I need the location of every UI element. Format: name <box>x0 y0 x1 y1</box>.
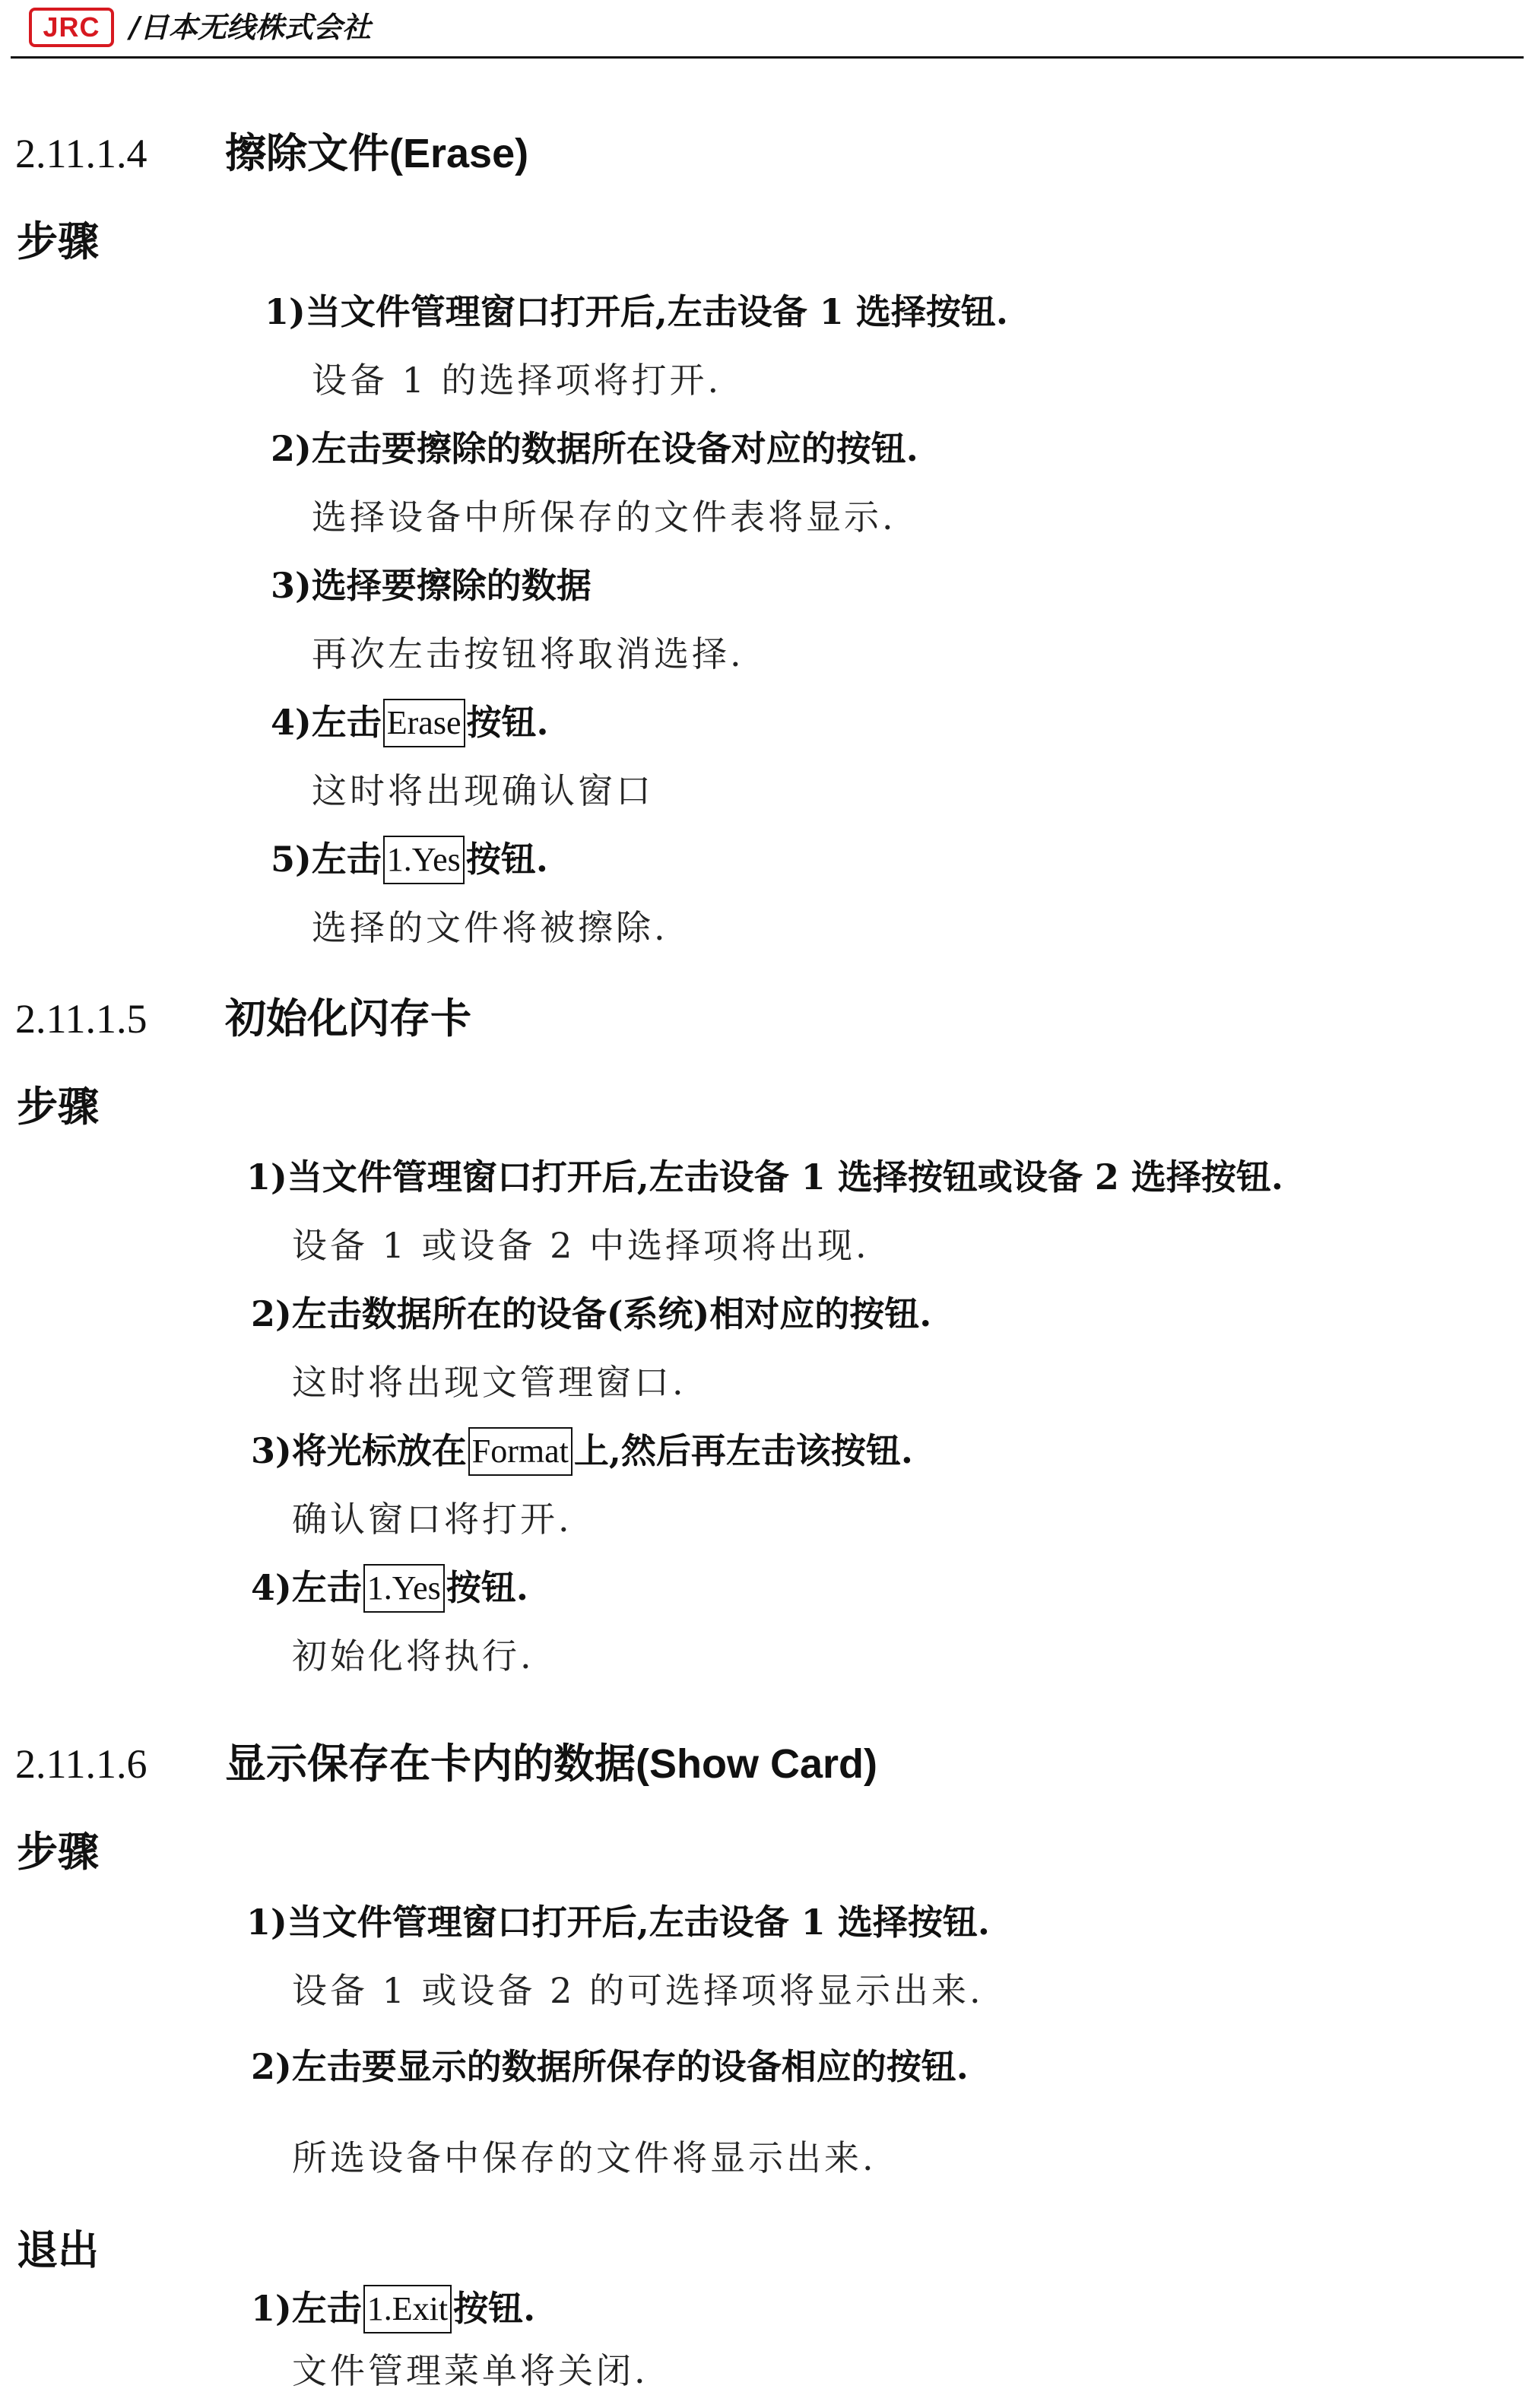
step-result: 设备 1 或设备 2 的可选择项将显示出来. <box>292 1970 984 2011</box>
exit-step: 1)左击 1.Exit 按钮. <box>251 2284 535 2336</box>
format-button[interactable]: Format <box>468 1427 573 1476</box>
step-result: 选择的文件将被擦除. <box>312 907 668 948</box>
section-title: 显示保存在卡内的数据(Show Card) <box>225 1739 877 1788</box>
section-number: 2.11.1.6 <box>15 1741 147 1787</box>
step-result: 设备 1 的选择项将打开. <box>312 360 722 401</box>
erase-button[interactable]: Erase <box>383 699 465 747</box>
jrc-logo: JRC <box>29 8 114 47</box>
exit-label: 退出 <box>17 2226 99 2274</box>
exit-result: 文件管理菜单将关闭. <box>292 2350 649 2391</box>
page-header <box>0 0 1532 59</box>
step-result: 初始化将执行. <box>292 1635 534 1677</box>
step-item: 2)左击数据所在的设备(系统)相对应的按钮. <box>251 1293 932 1334</box>
section-title: 初始化闪存卡 <box>225 994 471 1042</box>
step-item: 4)左击 1.Yes 按钮. <box>251 1563 528 1615</box>
section-heading-show-card <box>15 1737 877 1791</box>
steps-label: 步骤 <box>17 1827 99 1876</box>
step-result: 所选设备中保存的文件将显示出来. <box>292 2137 877 2178</box>
step-item: 4)左击 Erase 按钮. <box>271 698 549 750</box>
section-number: 2.11.1.4 <box>15 131 147 176</box>
step-result: 再次左击按钮将取消选择. <box>312 633 744 674</box>
yes-button[interactable]: 1.Yes <box>383 836 465 884</box>
step-item: 2)左击要显示的数据所保存的设备相应的按钮. <box>251 2046 969 2087</box>
steps-label: 步骤 <box>17 1082 99 1131</box>
step-result: 这时将出现确认窗口 <box>312 770 654 811</box>
step-item: 1)当文件管理窗口打开后,左击设备 1 选择按钮. <box>265 291 1008 332</box>
step-item: 1)当文件管理窗口打开后,左击设备 1 选择按钮. <box>246 1902 990 1943</box>
step-result: 选择设备中所保存的文件表将显示. <box>312 497 896 538</box>
steps-label: 步骤 <box>17 217 99 265</box>
yes-button[interactable]: 1.Yes <box>363 1564 445 1613</box>
section-title: 擦除文件(Erase) <box>225 128 529 177</box>
section-heading-erase <box>15 126 528 180</box>
section-number: 2.11.1.5 <box>15 996 147 1042</box>
step-item: 2)左击要擦除的数据所在设备对应的按钮. <box>271 428 918 469</box>
step-result: 这时将出现文管理窗口. <box>292 1362 687 1403</box>
company-name: /日本无线株式会社 <box>129 10 371 44</box>
exit-button[interactable]: 1.Exit <box>363 2285 452 2333</box>
step-item: 1)当文件管理窗口打开后,左击设备 1 选择按钮或设备 2 选择按钮. <box>246 1156 1283 1198</box>
section-heading-format <box>15 991 471 1045</box>
header-divider <box>11 56 1524 59</box>
step-item: 3)将光标放在 Format 上,然后再左击该按钮. <box>251 1426 913 1478</box>
step-result: 确认窗口将打开. <box>292 1499 573 1540</box>
step-item: 3)选择要擦除的数据 <box>271 565 592 606</box>
step-item: 5)左击 1.Yes 按钮. <box>271 835 548 887</box>
step-result: 设备 1 或设备 2 中选择项将出现. <box>292 1225 870 1266</box>
